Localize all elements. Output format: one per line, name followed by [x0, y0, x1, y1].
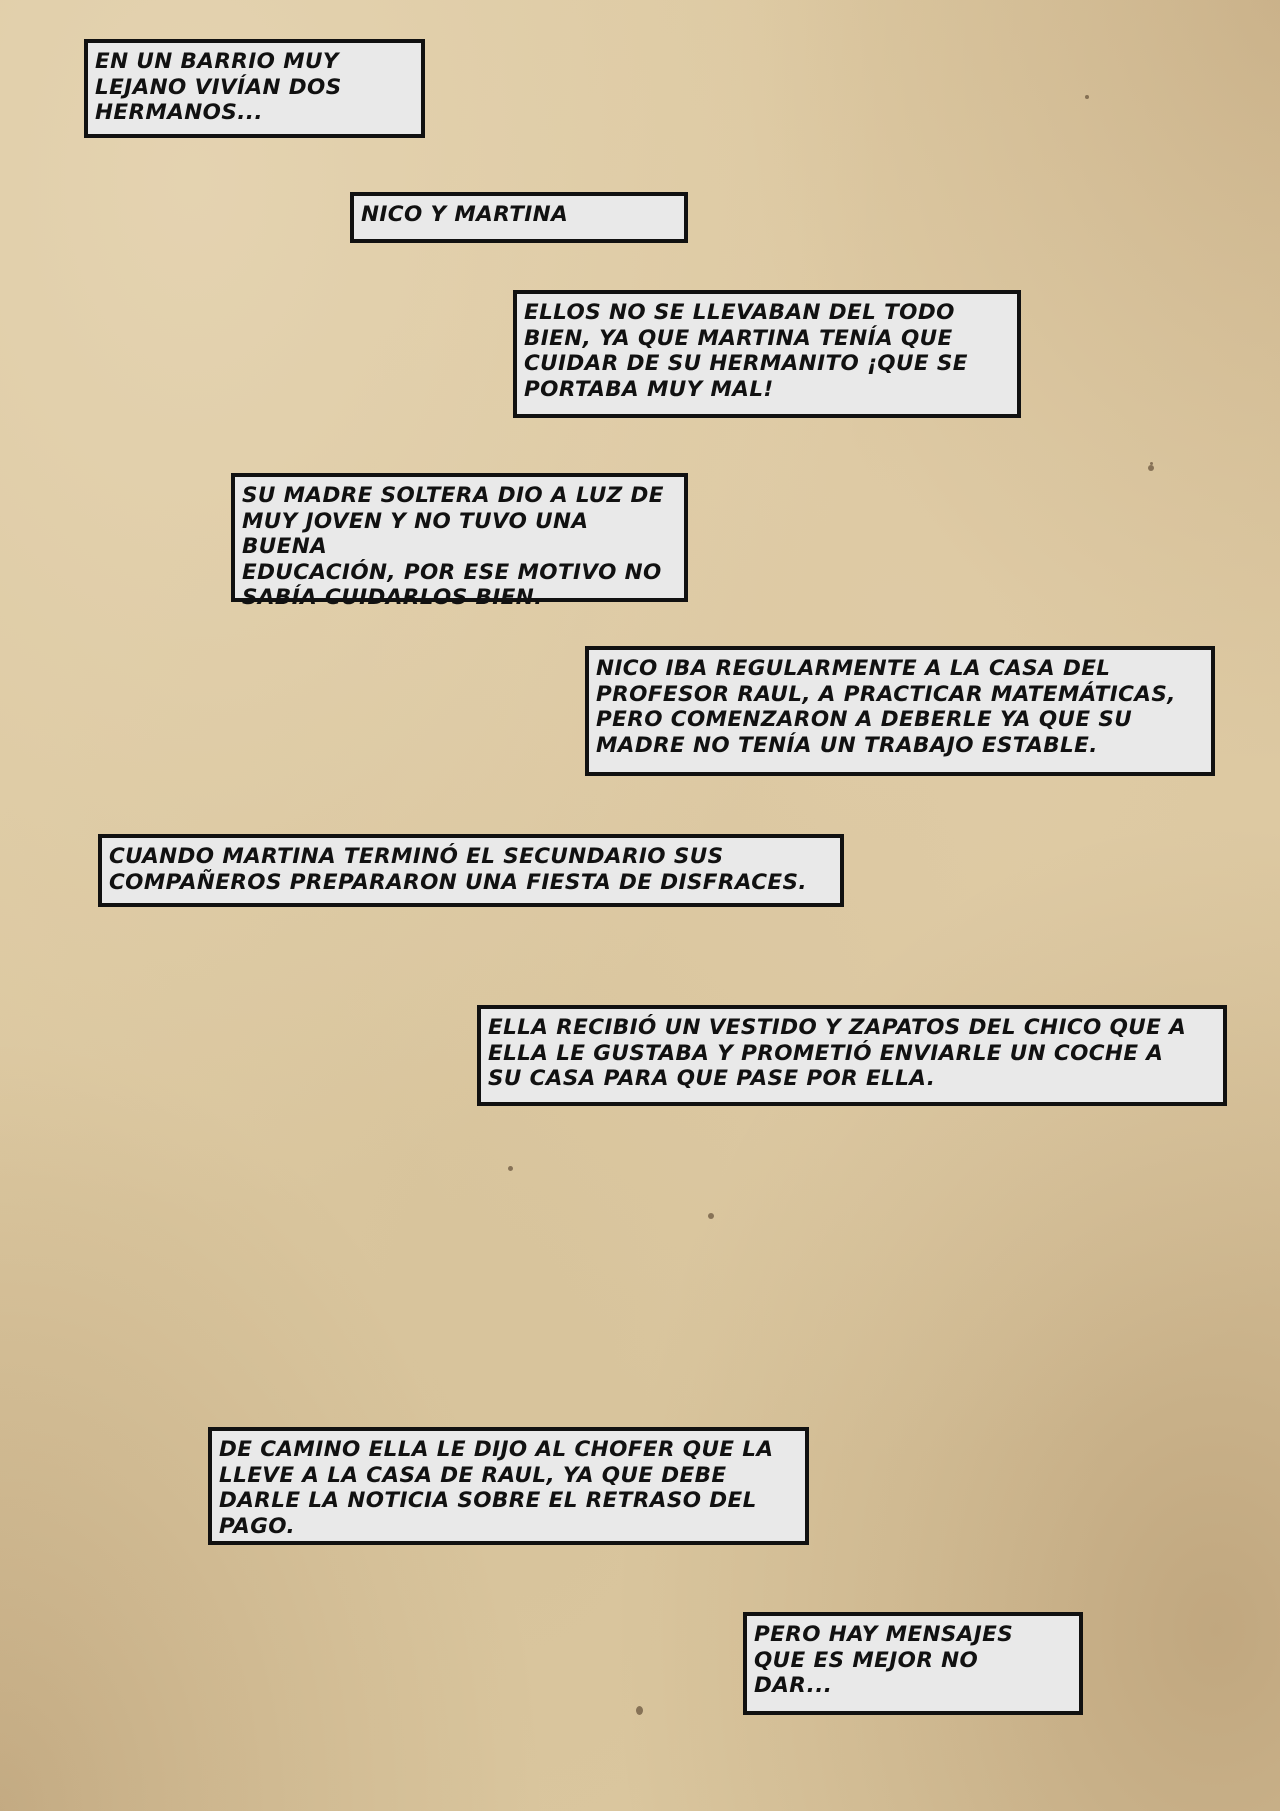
caption-box-7: ELLA RECIBIÓ UN VESTIDO Y ZAPATOS DEL CHICO QUE A ELLA LE GUSTABA Y PROMETIÓ ENVIARLE UN COCHE A SU CASA PARA QUE PASE POR ELLA. [477, 1005, 1227, 1106]
paper-speck [636, 1706, 643, 1715]
caption-box-2: NICO Y MARTINA [350, 192, 688, 243]
paper-speck [508, 1166, 513, 1171]
caption-box-6: CUANDO MARTINA TERMINÓ EL SECUNDARIO SUS COMPAÑEROS PREPARARON UNA FIESTA DE DISFRACES. [98, 834, 844, 907]
caption-box-3: ELLOS NO SE LLEVABAN DEL TODO BIEN, YA QUE MARTINA TENÍA QUE CUIDAR DE SU HERMANITO ¡QUE SE PORTABA MUY MAL! [513, 290, 1021, 418]
paper-speck [1085, 95, 1089, 99]
caption-box-9: PERO HAY MENSAJES QUE ES MEJOR NO DAR... [743, 1612, 1083, 1715]
caption-box-4: SU MADRE SOLTERA DIO A LUZ DE MUY JOVEN Y NO TUVO UNA BUENA EDUCACIÓN, POR ESE MOTIVO NO SABÍA CUIDARLOS BIEN. [231, 473, 688, 602]
caption-box-1: EN UN BARRIO MUY LEJANO VIVÍAN DOS HERMANOS... [84, 39, 425, 138]
paper-speck [1150, 462, 1153, 465]
paper-speck [708, 1213, 714, 1219]
caption-box-5: NICO IBA REGULARMENTE A LA CASA DEL PROFESOR RAUL, A PRACTICAR MATEMÁTICAS, PERO COMENZARON A DEBERLE YA QUE SU MADRE NO TENÍA UN TRABAJO ESTABLE. [585, 646, 1215, 776]
paper-speck [1148, 465, 1154, 471]
caption-box-8: DE CAMINO ELLA LE DIJO AL CHOFER QUE LA LLEVE A LA CASA DE RAUL, YA QUE DEBE DARLE LA NOTICIA SOBRE EL RETRASO DEL PAGO. [208, 1427, 809, 1545]
